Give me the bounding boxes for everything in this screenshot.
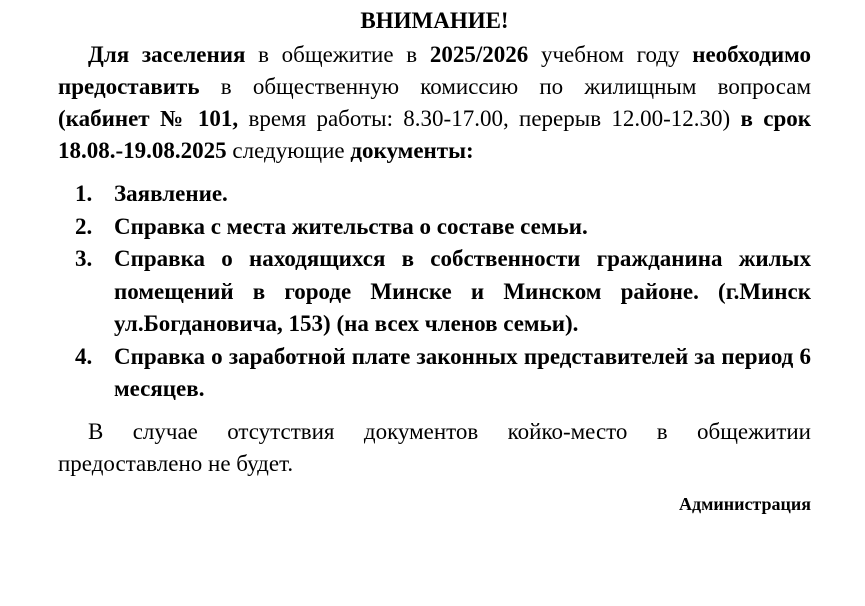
- notice-title: ВНИМАНИЕ!: [360, 8, 509, 33]
- list-item-text: Справка о заработной плате законных представителей за период 6 месяцев.: [114, 343, 811, 401]
- intro-bold-required: необходимо предоставить: [58, 42, 811, 99]
- signature: Администрация: [678, 493, 811, 514]
- documents-list: [58, 178, 811, 406]
- intro-bold-academic-year: 2025/2026: [429, 42, 529, 67]
- intro-bold-deadline: в срок 18.08.-19.08.2025: [58, 106, 811, 163]
- intro-text-commission: в общественную комиссию по жилищным вопросам: [199, 74, 811, 99]
- list-item-number: 2.: [75, 213, 93, 239]
- intro-bold-documents: документы:: [350, 138, 474, 163]
- list-item: [58, 211, 811, 244]
- list-item-number: 3.: [75, 246, 93, 271]
- list-item: [58, 341, 811, 406]
- intro-text-year: учебном году: [528, 42, 693, 67]
- intro-paragraph: [58, 39, 811, 167]
- intro-text-following: следующие: [226, 138, 351, 163]
- list-item-number: 4.: [75, 343, 93, 369]
- list-item-text: Справка о находящихся в собственности гражданина жилых помещений в городе Минске и Минском районе. (г.Минск ул.Богдановича, 153) (на всех членов семьи).: [114, 246, 811, 336]
- intro-text-dormitory: в общежитие в: [245, 42, 430, 67]
- intro-text-hours: время работы: 8.30-17.00, перерыв 12.00-12.30): [238, 106, 741, 131]
- list-item: [58, 243, 811, 341]
- list-item-number: 1.: [75, 181, 93, 206]
- list-item-text: Справка с места жительства о составе семьи.: [114, 213, 588, 239]
- list-item-text: Заявление.: [114, 181, 228, 206]
- list-item: [58, 178, 811, 211]
- intro-bold-settlement: Для заселения: [88, 42, 246, 67]
- intro-bold-office: (кабинет № 101,: [58, 106, 239, 131]
- warning-note: В случае отсутствия документов койко-место в общежитии предоставлено не будет.: [58, 418, 811, 476]
- notice-document: [58, 6, 811, 516]
